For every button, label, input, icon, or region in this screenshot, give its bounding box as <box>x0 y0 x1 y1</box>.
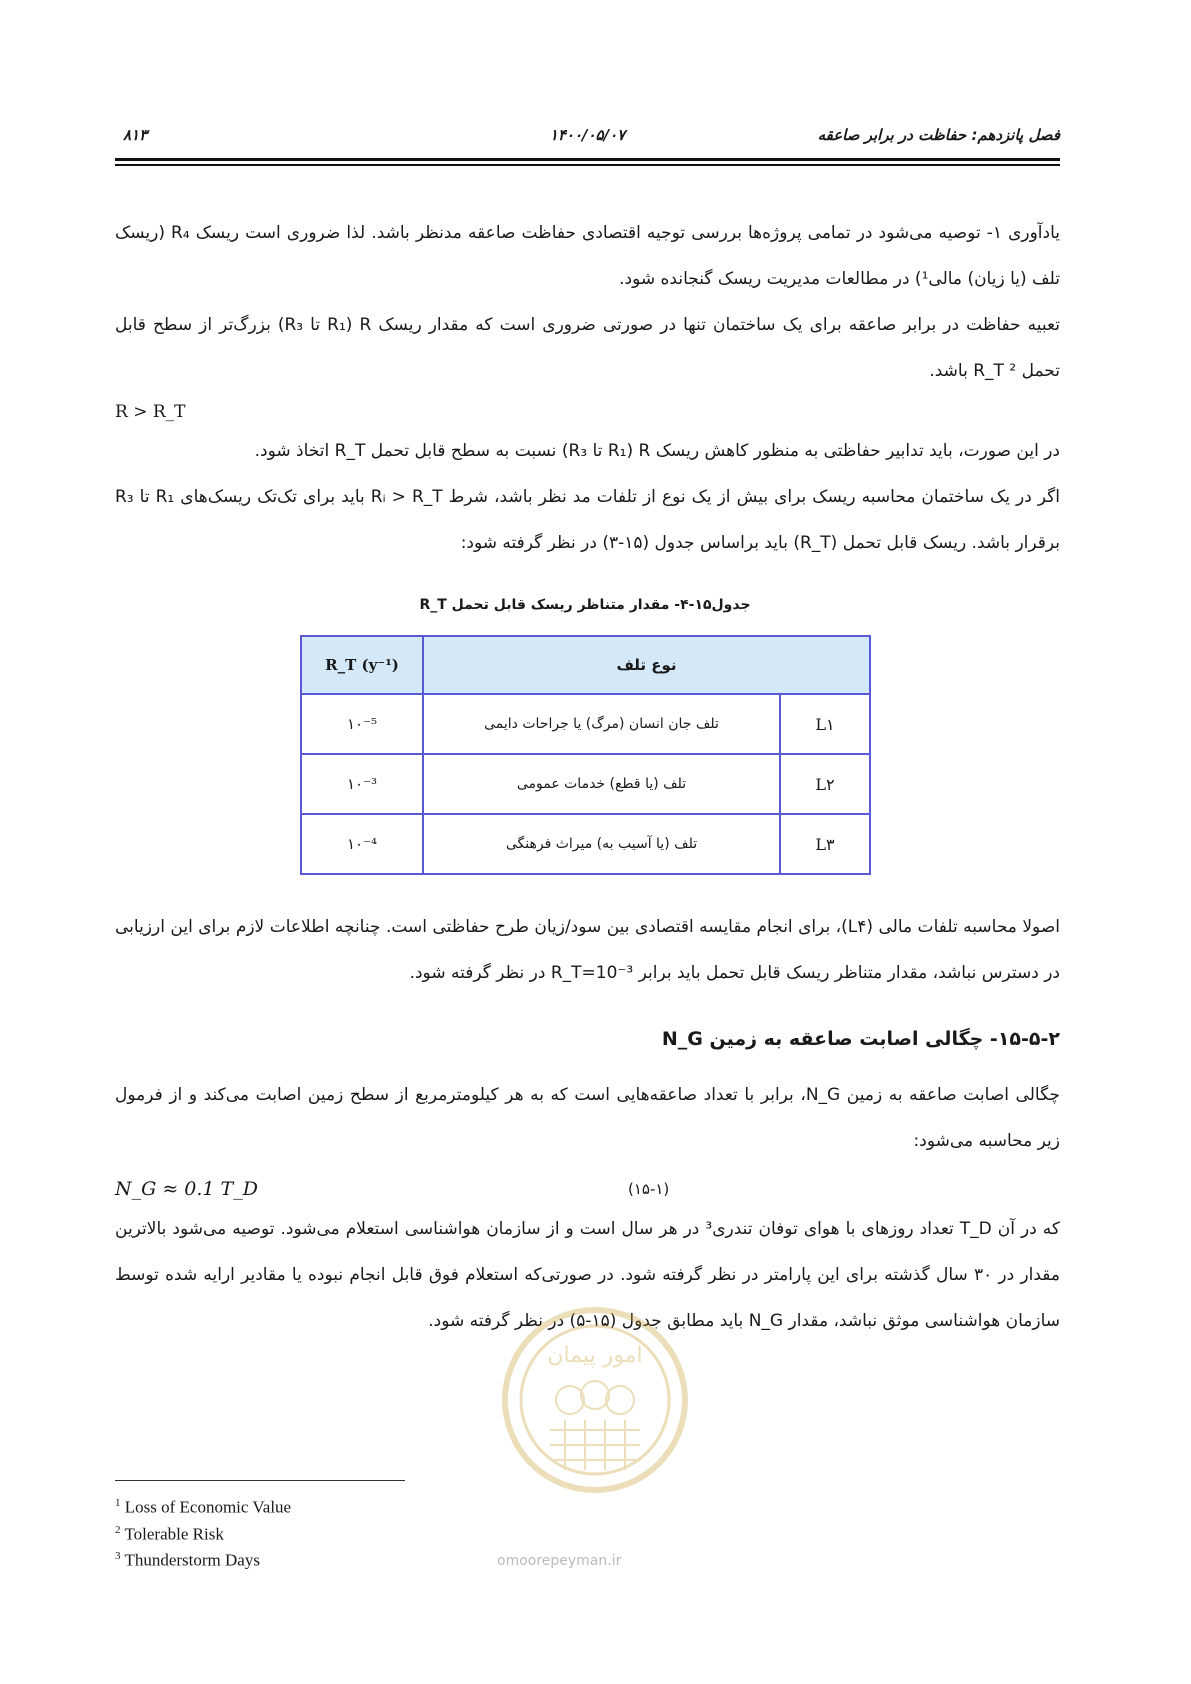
paragraph-density: چگالی اصابت صاعقه به زمین N_G، برابر با تعداد صاعقه‌هایی است که به هر کیلومترمربع از سطح زمین اصابت می‌کند و از فرمول زیر محاسبه می‌شود: <box>115 1085 1060 1151</box>
formula-inequality: R > R_T <box>115 402 186 422</box>
equation-number: (۱۵-۱) <box>628 1180 670 1198</box>
loss-rt-value: ۱۰⁻⁴ <box>301 814 423 874</box>
table-header-row <box>301 636 870 694</box>
footnote-rule <box>115 1480 405 1481</box>
page-header <box>115 126 1060 148</box>
formula-ng: N_G ≈ 0.1 T_D <box>115 1178 258 1200</box>
header-rule-thin <box>115 164 1060 166</box>
header-loss-type: نوع تلف <box>423 636 870 694</box>
watermark-logo <box>490 1300 700 1500</box>
page-number: ۸۱۳ <box>123 126 148 144</box>
table-row <box>301 754 870 814</box>
footnotes <box>115 1492 291 1572</box>
table-row <box>301 814 870 874</box>
header-rt-value: R_T (y⁻¹) <box>301 636 423 694</box>
loss-code: L۲ <box>780 754 870 814</box>
footnote-item: $^2$ Tolerable Risk <box>115 1523 224 1544</box>
paragraph-note: یادآوری ۱- توصیه می‌شود در تمامی پروژه‌ها بررسی توجیه اقتصادی حفاظت صاعقه مدنظر باشد. لذا ضروری است ریسک R₄ (ریسک تلف (یا زیان) مالی¹) در مطالعات مدیریت ریسک گنجانده شود. <box>115 223 1061 289</box>
footnote-item: $^3$ Thunderstorm Days <box>115 1550 260 1570</box>
paragraph-thunderstorm: که در آن T_D تعداد روزهای با هوای توفان تندری³ در هر سال است و از سازمان هواشناسی استعلام می‌شود. توصیه می‌شود بالاترین مقدار در ۳۰ سال گذشته برای این پارامتر در نظر گرفته شود. در صورتی‌که استعلام فوق قابل انجام نبوده یا مقادیر ارایه شده توسط سازمان هواشناسی موثق نباشد، مقدار N_G باید مطابق جدول (۱۵-۵) در نظر گرفته شود. <box>115 1219 1061 1331</box>
footnote-item: $^1$ Loss of Economic Value <box>115 1497 292 1517</box>
watermark-logo-text: امور پیمان <box>547 1343 643 1368</box>
loss-description: تلف (یا قطع) خدمات عمومی <box>423 754 780 814</box>
loss-code: L۱ <box>780 694 870 754</box>
loss-code: L۳ <box>780 814 870 874</box>
loss-rt-value: ۱۰⁻³ <box>301 754 423 814</box>
section-heading: ۱۵-۵-۲- چگالی اصابت صاعقه به زمین N_G <box>661 1028 1060 1050</box>
table-caption: جدول۱۵-۴- مقدار متناظر ریسک قابل تحمل R_T <box>419 597 751 613</box>
table-row <box>301 694 870 754</box>
loss-rt-value: ۱۰⁻⁵ <box>301 694 423 754</box>
paragraph-measures: در این صورت، باید تدابیر حفاظتی به منظور کاهش ریسک R (R₁ تا R₃) نسبت به سطح قابل تحمل R_T اتخاذ شود. <box>254 441 1060 461</box>
loss-description: تلف (یا آسیب به) میراث فرهنگی <box>423 814 780 874</box>
paragraph-protection: تعبیه حفاظت در برابر صاعقه برای یک ساختمان تنها در صورتی ضروری است که مقدار ریسک R (R₁ تا R₃) بزرگ‌تر از سطح قابل تحمل ² R_T باشد. <box>115 315 1060 381</box>
header-date: ۱۴۰۰/۰۵/۰۷ <box>549 126 626 144</box>
loss-description: تلف جان انسان (مرگ) یا جراحات دایمی <box>423 694 780 754</box>
paragraph-condition: اگر در یک ساختمان محاسبه ریسک برای بیش از یک نوع از تلفات مد نظر باشد، شرط Rᵢ > R_T باید برای تک‌تک ریسک‌های R₁ تا R₃ برقرار باشد. ریسک قابل تحمل (R_T) باید براساس جدول (۱۵-۳) در نظر گرفته شود: <box>115 487 1060 553</box>
watermark-url: omoorepeyman.ir <box>497 1553 622 1569</box>
header-rule <box>115 158 1060 161</box>
chapter-title: فصل پانزدهم: حفاظت در برابر صاعقه <box>817 126 1060 144</box>
paragraph-financial-loss: اصولا محاسبه تلفات مالی (L۴)، برای انجام مقایسه اقتصادی بین سود/زیان طرح حفاظتی است. چنانچه اطلاعات لازم برای این ارزیابی در دسترس نباشد، مقدار متناظر ریسک قابل تحمل باید برابر R_T=10⁻³ در نظر گرفته شود. <box>115 917 1060 983</box>
tolerable-risk-table <box>300 635 871 875</box>
